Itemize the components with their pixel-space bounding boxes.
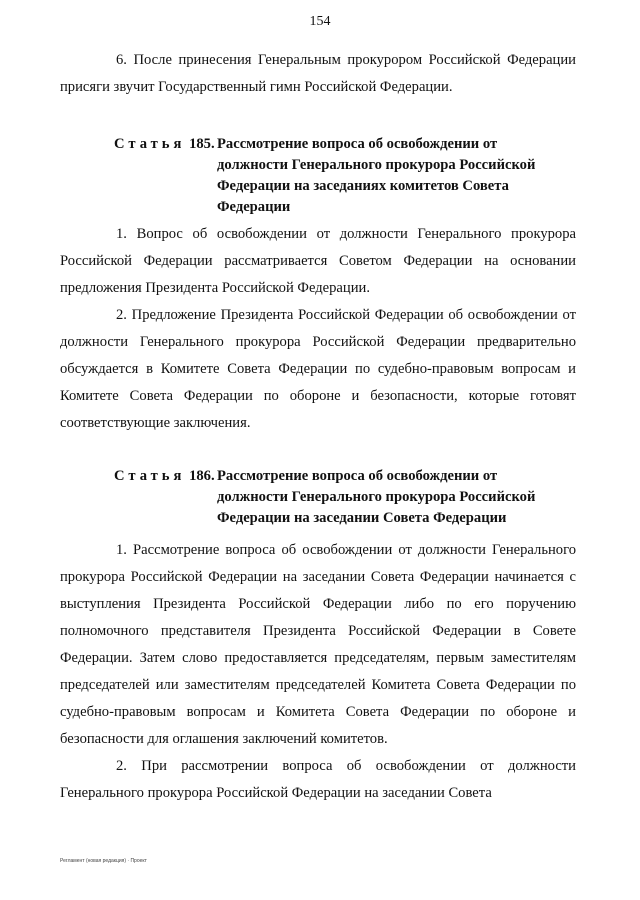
- footer-note: Регламент (новая редакция) · Проект: [60, 858, 147, 864]
- article-185-title-line: Рассмотрение вопроса об освобождении от: [217, 136, 498, 152]
- article-number: 186.: [189, 468, 215, 484]
- article-186-title-line: Рассмотрение вопроса об освобождении от: [217, 468, 498, 484]
- article-185-title-line: должности Генерального прокурора Российской: [217, 157, 536, 173]
- article-186-paragraph-1: 1. Рассмотрение вопроса об освобождении от должности Генерального прокурора Российской Федерации на заседании Совета Федерации начинается с выступления Президента Российской Федерации либо по его поручению полномочного представителя Президента Российской Федерации в Совете Федерации. Затем слово предоставляется председателям, первым заместителям председателей или заместителям председателей Комитета Совета Федерации по судебно-правовым вопросам и Комитета Совета Федерации по обороне и безопасности для оглашения заключений комитетов.: [60, 542, 576, 747]
- article-186-body: [60, 537, 576, 807]
- article-185-title-line: Федерации: [217, 199, 291, 215]
- page-number: 154: [309, 14, 331, 29]
- article-word: Статья: [114, 468, 186, 484]
- article-number: 185.: [189, 136, 215, 152]
- article-186-title-line: Федерации на заседании Совета Федерации: [217, 510, 507, 526]
- article-185-body: [60, 221, 576, 437]
- article-186-heading: [114, 466, 584, 529]
- article-185-paragraph-2: 2. Предложение Президента Российской Федерации об освобождении от должности Генерального прокурора Российской Федерации предварительно обсуждается в Комитете Совета Федерации по судебно-правовым вопросам и Комитете Совета Федерации по обороне и безопасности, которые готовят соответствующие заключения.: [60, 307, 576, 431]
- article-185-title-line: Федерации на заседаниях комитетов Совета: [217, 178, 509, 194]
- article-word: Статья: [114, 136, 186, 152]
- article-185-label: [114, 134, 217, 155]
- article-185-heading: [114, 134, 584, 218]
- article-186-paragraph-2: 2. При рассмотрении вопроса об освобождении от должности Генерального прокурора Российской Федерации на заседании Совета: [60, 758, 576, 801]
- article-185-paragraph-1: 1. Вопрос об освобождении от должности Генерального прокурора Российской Федерации рассматривается Советом Федерации на основании предложения Президента Российской Федерации.: [60, 226, 576, 296]
- article-186-label: [114, 466, 217, 487]
- intro-block: [60, 47, 576, 101]
- paragraph-6: 6. После принесения Генеральным прокурором Российской Федерации присяги звучит Государственный гимн Российской Федерации.: [60, 52, 576, 95]
- article-186-title-line: должности Генерального прокурора Российской: [217, 489, 536, 505]
